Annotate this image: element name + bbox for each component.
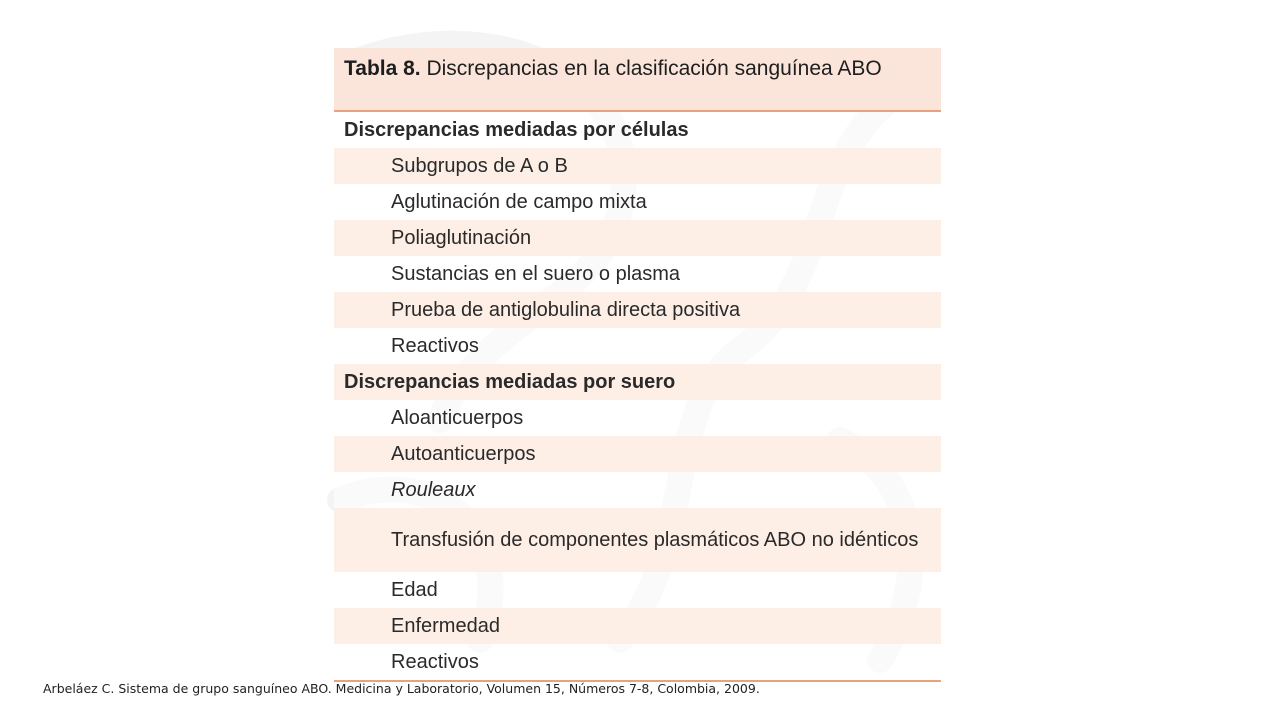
table-row: [334, 220, 941, 256]
table-row: [334, 644, 941, 680]
table-row: [334, 608, 941, 644]
table-row: [334, 472, 941, 508]
table-title-text: Discrepancias en la clasificación sanguínea ABO: [420, 57, 882, 80]
discrepancies-table: [334, 48, 941, 682]
table-row: [334, 256, 941, 292]
table-row: [334, 400, 941, 436]
row-label: Reactivos: [391, 334, 479, 357]
table-title: [344, 56, 931, 82]
table-title-lead: Tabla 8.: [344, 57, 421, 80]
section-header-serum: [334, 364, 941, 400]
table-row: [334, 328, 941, 364]
row-label: Aglutinación de campo mixta: [391, 190, 647, 213]
table-row: [334, 508, 941, 572]
table-row: [334, 184, 941, 220]
table-row: [334, 148, 941, 184]
row-label: Subgrupos de A o B: [391, 154, 568, 177]
row-label: Prueba de antiglobulina directa positiva: [391, 298, 741, 321]
row-label: Discrepancias mediadas por suero: [344, 370, 676, 393]
row-label: Sustancias en el suero o plasma: [391, 262, 681, 285]
table-title-box: [334, 48, 941, 112]
row-label: Autoanticuerpos: [391, 442, 536, 465]
row-label: Poliaglutinación: [391, 226, 532, 249]
table-row: [334, 436, 941, 472]
row-label: Edad: [391, 578, 438, 601]
table-row: [334, 572, 941, 608]
row-label: Rouleaux: [391, 478, 476, 501]
row-label: Enfermedad: [391, 614, 500, 637]
row-label: Transfusión de componentes plasmáticos ABO no idénticos: [391, 528, 919, 551]
row-label: Aloanticuerpos: [391, 406, 524, 429]
row-label: Discrepancias mediadas por células: [344, 118, 689, 141]
section-header-cells: [334, 112, 941, 148]
table-row: [334, 292, 941, 328]
row-label: Reactivos: [391, 650, 479, 673]
citation: Arbeláez C. Sistema de grupo sanguíneo ABO. Medicina y Laboratorio, Volumen 15, Números 7-8, Colombia, 2009.: [43, 681, 760, 696]
